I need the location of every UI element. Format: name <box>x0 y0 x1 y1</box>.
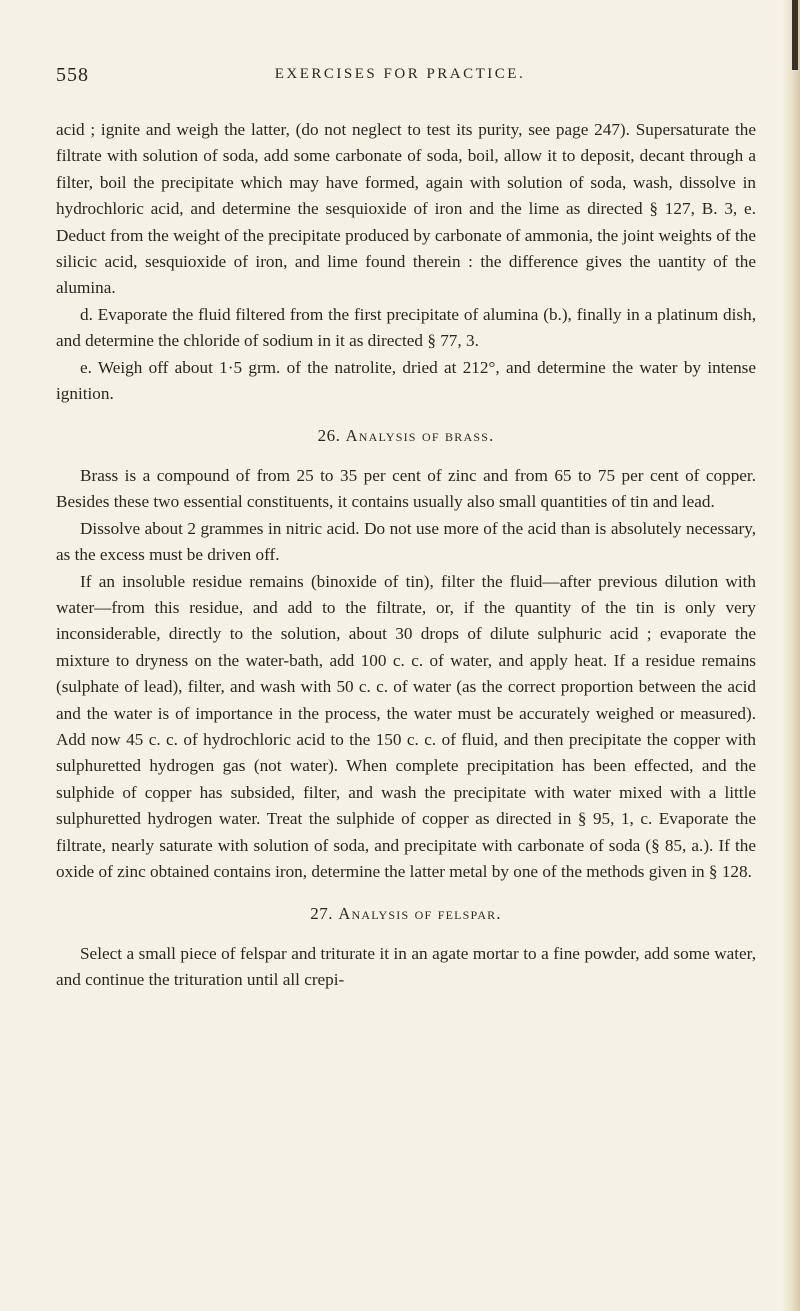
page-body <box>56 117 756 994</box>
paragraph-d: d. Evaporate the fluid filtered from the first precipitate of alumina (b.), finally in a platinum dish, and determine the chloride of sodium in it as directed § 77, 3. <box>56 304 756 351</box>
section-title: Analysis of felspar. <box>338 904 502 924</box>
paragraph-dissolve: Dissolve about 2 grammes in nitric acid. Do not use more of the acid than is absolutely necessary, as the excess must be driven off. <box>56 518 756 565</box>
paragraph-brass-intro: Brass is a compound of from 25 to 35 per cent of zinc and from 65 to 75 per cent of copper. Besides these two essential constituents, it contains usually also small quantities of tin and lead. <box>56 465 756 512</box>
section-title: Analysis of brass. <box>345 426 495 446</box>
paragraph-e: e. Weigh off about 1·5 grm. of the natrolite, dried at 212°, and determine the water by intense ignition. <box>56 357 756 404</box>
running-head: EXERCISES FOR PRACTICE. <box>274 66 526 82</box>
paragraph-acid-continuation: acid ; ignite and weigh the latter, (do not neglect to test its purity, see page 247). Supersaturate the filtrate with solution of soda, add some carbonate of soda, boil, allow it to deposit, decant through a filter, boil the precipitate which may have formed, again with solution of soda, wash, dissolve in hydrochloric acid, and determine the sesquioxide of iron and the lime as directed § 127, B. 3, e. Deduct from the weight of the precipitate produced by carbonate of ammonia, the joint weights of the silicic acid, sesquioxide of iron, and lime found therein : the difference gives the uantity of the alumina. <box>56 120 756 298</box>
section-heading-brass <box>56 423 756 449</box>
section-heading-felspar <box>56 901 756 927</box>
page-number: 558 <box>56 64 89 86</box>
page-edge <box>782 0 800 1311</box>
page-edge-mark <box>792 0 798 70</box>
section-number: 26. <box>317 426 341 446</box>
paragraph-felspar: Select a small piece of felspar and triturate it in an agate mortar to a fine powder, add some water, and continue the trituration until all crepi- <box>56 943 756 990</box>
section-number: 27. <box>310 904 334 924</box>
paragraph-insoluble-residue: If an insoluble residue remains (binoxide of tin), filter the fluid—after previous dilution with water—from this residue, and add to the filtrate, or, if the quantity of the tin is only very inconsiderable, directly to the solution, about 30 drops of dilute sulphuric acid ; evaporate the mixture to dryness on the water-bath, add 100 c. c. of water, and apply heat. If a residue remains (sulphate of lead), filter, and wash with 50 c. c. of water (as the correct proportion between the acid and the water is of importance in the process, the water must be accurately weighed or measured). Add now 45 c. c. of hydrochloric acid to the 150 c. c. of fluid, and then precipitate the copper with sulphuretted hydrogen gas (not water). When complete precipitation has been effected, and the sulphide of copper has subsided, filter, and wash the precipitate with water mixed with a little sulphuretted hydrogen water. Treat the sulphide of copper as directed in § 95, 1, c. Evaporate the filtrate, nearly saturate with solution of soda, and precipitate with carbonate of soda (§ 85, a.). If the oxide of zinc obtained contains iron, determine the latter metal by one of the methods given in § 128. <box>56 571 756 881</box>
